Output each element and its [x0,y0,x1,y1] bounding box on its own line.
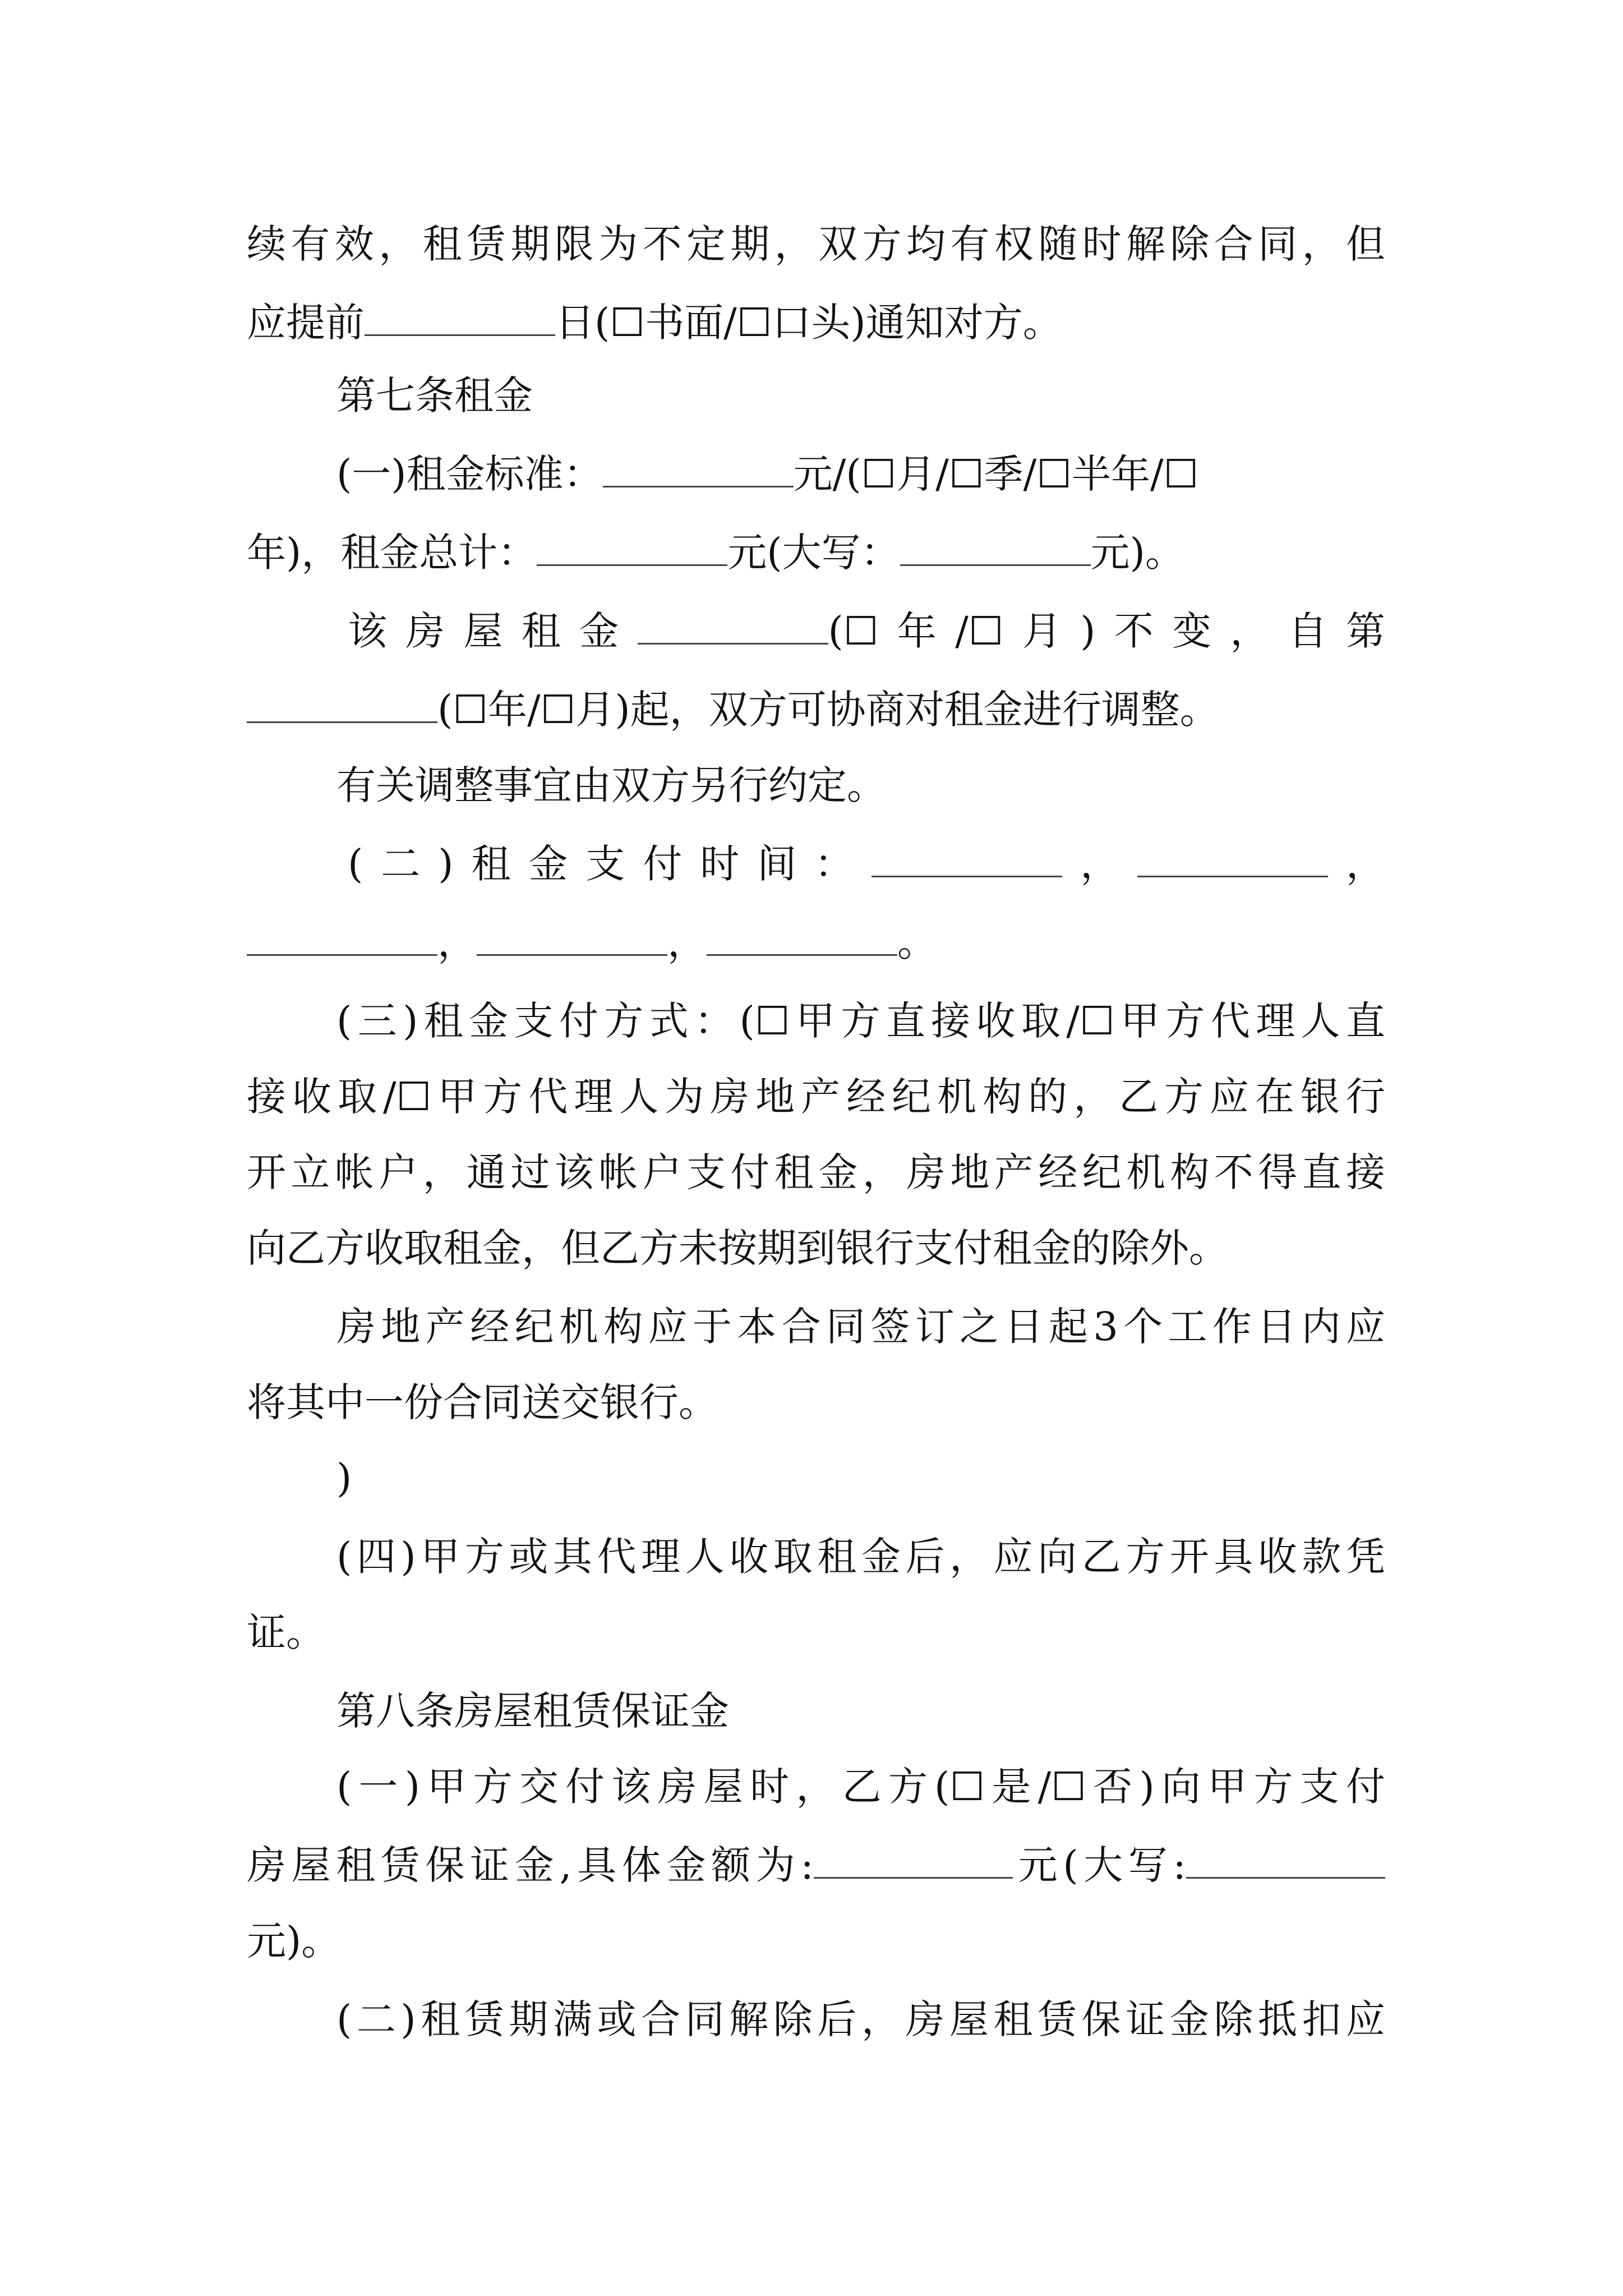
fill-blank[interactable] [638,606,828,645]
text-segment: 元(大写： [727,530,900,576]
text-line [348,589,1385,673]
text-line: 房地产经纪机构应于本合同签订之日起3个工作日内应 [336,1304,1385,1350]
fill-blank[interactable] [247,917,437,956]
text-line [348,822,1385,906]
fill-blank[interactable] [537,527,727,566]
text-segment: ， [1062,841,1138,887]
fill-blank[interactable] [247,684,437,723]
text-line: 续有效，租赁期限为不定期，双方均有权随时解除合同，但 [247,221,1385,267]
text-segment: (一)租金标准： [336,451,603,497]
text-segment: 应提前 [247,300,365,346]
text-line: (一)甲方交付该房屋时，乙方(☐是/☐否)向甲方支付 [336,1764,1385,1810]
fill-blank[interactable] [603,449,794,487]
text-line: 开立帐户，通过该帐户支付租金，房地产经纪机构不得直接 [247,1149,1385,1195]
fill-blank[interactable] [1186,1840,1385,1879]
text-segment: 元(大写: [1012,1842,1186,1888]
article-heading: 第八条房屋租赁保证金 [336,1688,729,1734]
fill-blank[interactable] [872,839,1062,877]
text-line [247,510,1385,595]
text-segment: 元/(☐月/☐季/☐半年/☐ [793,451,1199,497]
text-segment: (☐年/☐月)不变，自第 [828,608,1385,654]
text-segment: 日(☐书面/☐口头)通知对方。 [555,300,1062,346]
text-segment: 年)，租金总计： [247,530,537,576]
text-segment: ， [1328,841,1385,887]
text-segment: 该房屋租金 [348,608,638,654]
text-line: (四)甲方或其代理人收取租金后，应向乙方开具收款凭 [336,1534,1385,1580]
text-line: (二)租赁期满或合同解除后，房屋租赁保证金除抵扣应 [336,1996,1385,2042]
text-segment: (☐年/☐月)起，双方可协商对租金进行调整。 [437,687,1219,733]
text-line: 将其中一份合同送交银行。 [247,1379,718,1425]
text-line: 有关调整事宜由双方另行约定。 [336,762,886,808]
text-line [247,1823,1385,1907]
article-heading: 第七条租金 [336,372,533,418]
fill-blank[interactable] [707,917,897,956]
fill-blank[interactable] [477,917,667,956]
text-segment: ， [667,919,707,965]
text-segment: 。 [897,919,937,965]
text-segment: ， [437,919,477,965]
text-line [336,432,1385,516]
fill-blank[interactable] [365,297,555,336]
text-line: 证。 [247,1609,325,1655]
text-line: ) [336,1455,352,1501]
text-line: 接收取/☐甲方代理人为房地产经纪机构的，乙方应在银行 [247,1074,1385,1120]
fill-blank[interactable] [900,527,1091,566]
text-line [247,668,1385,752]
text-line [247,280,1385,365]
text-line: 元)。 [247,1918,341,1964]
fill-blank[interactable] [814,1840,1013,1879]
text-segment: (二)租金支付时间： [348,841,872,887]
text-line: 向乙方收取租金，但乙方未按期到银行支付租金的除外。 [247,1225,1228,1271]
text-segment: 房屋租赁保证金,具体金额为: [247,1842,814,1888]
fill-blank[interactable] [1137,839,1328,877]
text-line [247,900,1385,984]
text-segment: 元)。 [1090,530,1184,576]
text-line: (三)租金支付方式：(☐甲方直接收取/☐甲方代理人直 [336,998,1385,1044]
